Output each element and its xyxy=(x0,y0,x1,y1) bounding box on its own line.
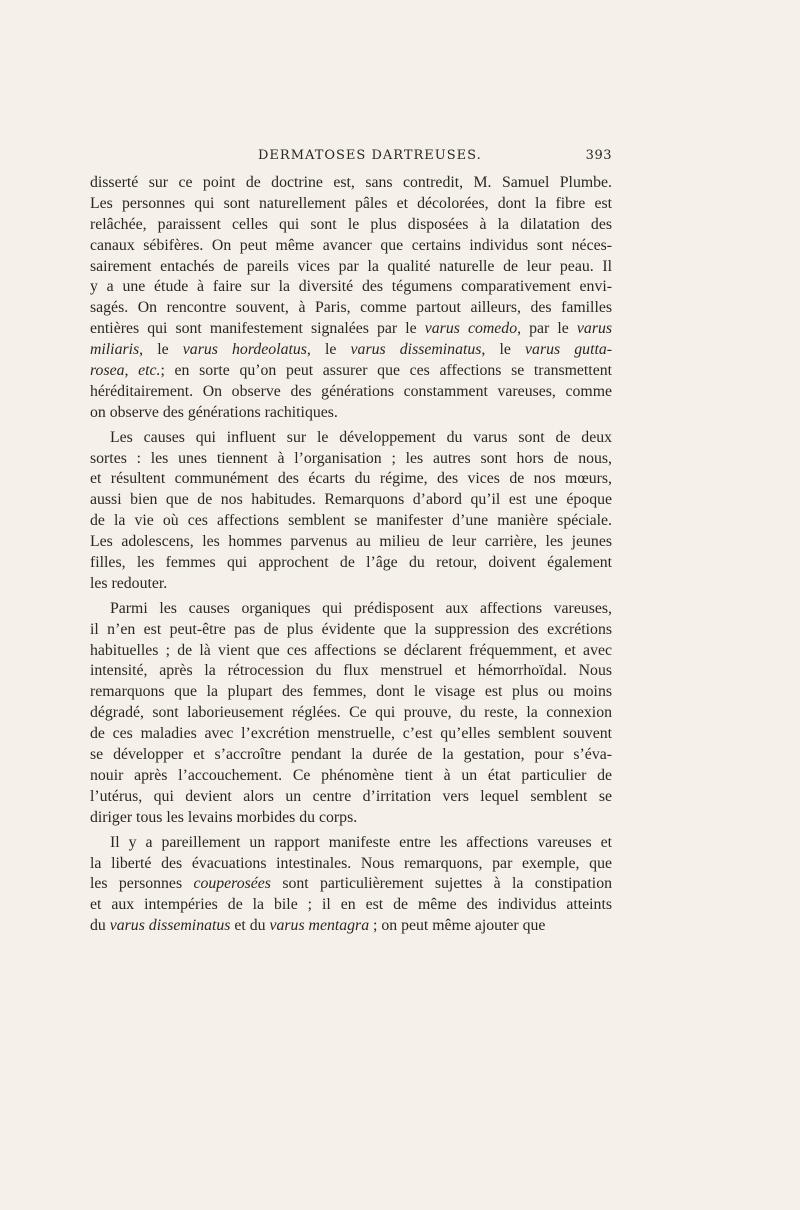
text-line xyxy=(90,469,612,490)
text-line xyxy=(90,661,612,682)
text-line xyxy=(90,874,612,895)
text-segment: disserté sur ce point de doctrine est, sans contredit, M. Samuel Plumbe. xyxy=(90,174,612,191)
text-line xyxy=(90,236,612,257)
text-line xyxy=(90,895,612,916)
text-segment: la liberté des évacuations intestinales. Nous remarquons, par exemple, que xyxy=(90,854,612,872)
text-segment: nouir après l’accouchement. Ce phénomène tient à un état particulier de xyxy=(90,766,612,784)
text-line xyxy=(90,532,612,553)
italic-term: varus hordeolatus xyxy=(182,341,307,359)
text-line xyxy=(90,553,612,574)
text-segment: habituelles ; de là vient que ces affections se déclarent fréquemment, et avec xyxy=(90,641,612,659)
text-line xyxy=(90,787,612,808)
text-segment: canaux sébifères. On peut même avancer que certains individus sont néces- xyxy=(90,236,612,254)
text-segment: ; on peut même ajouter que xyxy=(369,917,546,935)
text-line xyxy=(90,173,612,194)
text-line xyxy=(90,194,612,215)
text-segment: Parmi les causes organiques qui prédisposent aux affections vareuses, xyxy=(110,599,612,617)
text-line xyxy=(90,682,612,703)
text-line xyxy=(90,298,612,319)
text-segment: filles, les femmes qui approchent de l’âge du retour, doivent également xyxy=(90,554,612,572)
text-line xyxy=(90,641,612,662)
italic-term: varus comedo xyxy=(424,320,518,338)
italic-term: varus disseminatus xyxy=(350,341,482,359)
text-segment: aussi bien que de nos habitudes. Remarquons d’abord qu’il est une époque xyxy=(90,491,612,509)
text-segment: Il y a pareillement un rapport manifeste entre les affections vareuses et xyxy=(110,833,612,851)
text-segment: y a une étude à faire sur la diversité des tégumens comparativement envi- xyxy=(90,278,612,296)
text-segment: héréditairement. On observe des générations constamment vareuses, comme xyxy=(90,382,612,400)
paragraph xyxy=(90,173,612,424)
text-line xyxy=(90,599,612,620)
text-line xyxy=(90,428,612,449)
text-segment: il n’en est peut-être pas de plus évidente que la suppression des excrétions xyxy=(90,620,612,638)
text-line xyxy=(90,340,612,361)
text-line xyxy=(90,916,612,937)
italic-term: varus disseminatus xyxy=(109,917,231,935)
paragraph xyxy=(90,833,612,937)
body-text xyxy=(90,173,612,937)
text-line xyxy=(90,724,612,745)
text-segment: se développer et s’accroître pendant la durée de la gestation, pour s’éva- xyxy=(90,746,612,764)
page-header xyxy=(90,148,612,168)
text-line xyxy=(90,854,612,875)
italic-term: varus mentagra xyxy=(269,917,370,935)
text-segment: sortes : les unes tiennent à l’organisation ; les autres sont hors de nous, xyxy=(90,449,612,467)
text-line xyxy=(90,361,612,382)
italic-term: miliaris xyxy=(90,341,140,359)
text-segment: , par le xyxy=(517,320,577,338)
text-segment: sairement entachés de pareils vices par la qualité naturelle de leur peau. Il xyxy=(90,257,612,275)
text-segment: sagés. On rencontre souvent, à Paris, comme partout ailleurs, des familles xyxy=(90,299,612,317)
text-line xyxy=(90,703,612,724)
text-segment: , le xyxy=(306,341,351,359)
italic-term: couperosées xyxy=(193,875,271,893)
text-segment: diriger tous les levains morbides du corps. xyxy=(90,808,358,826)
text-segment: Les causes qui influent sur le développement du varus sont de deux xyxy=(110,428,612,446)
text-segment: intensité, après la rétrocession du flux menstruel et hémorrhoïdal. Nous xyxy=(90,662,612,680)
text-line xyxy=(90,833,612,854)
italic-term: varus xyxy=(576,320,613,338)
page-number: 393 xyxy=(585,148,612,163)
text-line xyxy=(90,403,612,424)
running-title: DERMATOSES DARTREUSES. xyxy=(258,148,482,163)
text-segment: Les adolescens, les hommes parvenus au milieu de leur carrière, les jeunes xyxy=(90,533,612,551)
text-segment: et résultent communément des écarts du régime, des vices de nos mœurs, xyxy=(90,470,612,488)
text-segment: on observe des générations rachitiques. xyxy=(90,403,338,421)
text-line xyxy=(90,215,612,236)
italic-term: varus gutta- xyxy=(525,341,612,359)
text-segment: relâchée, paraissent celles qui sont le plus disposées à la dilatation des xyxy=(90,215,612,233)
text-segment: de la vie où ces affections semblent se manifester d’une manière spéciale. xyxy=(90,512,612,530)
text-line xyxy=(90,382,612,403)
text-segment: et aux intempéries de la bile ; il en est de même des individus atteints xyxy=(90,896,612,914)
text-line xyxy=(90,766,612,787)
text-segment: sont particulièrement sujettes à la constipation xyxy=(270,875,612,893)
text-line xyxy=(90,277,612,298)
text-line xyxy=(90,808,612,829)
text-segment: les redouter. xyxy=(90,574,168,592)
text-line xyxy=(90,745,612,766)
text-line xyxy=(90,319,612,340)
text-segment: remarquons que la plupart des femmes, dont le visage est plus ou moins xyxy=(90,683,612,701)
text-segment: du xyxy=(90,917,110,935)
text-line xyxy=(90,620,612,641)
text-segment: dégradé, sont laborieusement réglées. Ce qui prouve, du reste, la connexion xyxy=(90,704,612,722)
text-line xyxy=(90,257,612,278)
text-segment: ; en sorte qu’on peut assurer que ces affections se transmettent xyxy=(160,362,612,380)
text-segment: les personnes xyxy=(90,875,194,893)
text-line xyxy=(90,511,612,532)
text-line xyxy=(90,490,612,511)
italic-term: rosea, etc. xyxy=(90,362,161,380)
text-line xyxy=(90,449,612,470)
text-segment: , le xyxy=(481,341,526,359)
text-segment: de ces maladies avec l’excrétion menstruelle, c’est qu’elles semblent souvent xyxy=(90,725,612,743)
text-segment: Les personnes qui sont naturellement pâles et décolorées, dont la fibre est xyxy=(90,194,612,212)
paragraph xyxy=(90,428,612,595)
paragraph xyxy=(90,599,612,829)
text-segment: l’utérus, qui devient alors un centre d’irritation vers lequel semblent se xyxy=(90,787,612,805)
text-line xyxy=(90,574,612,595)
text-segment: et du xyxy=(230,917,270,935)
text-segment: entières qui sont manifestement signalées par le xyxy=(90,320,425,338)
text-segment: , le xyxy=(139,341,183,359)
